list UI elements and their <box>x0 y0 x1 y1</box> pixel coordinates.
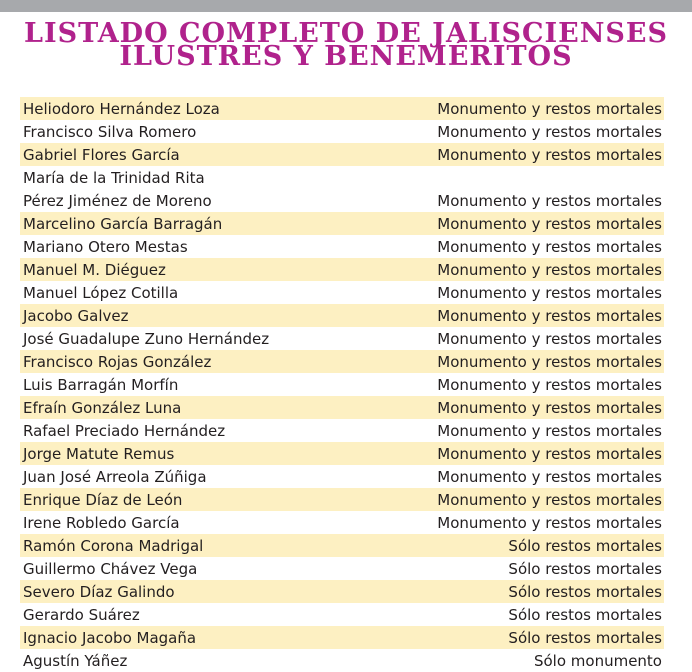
person-name: Guillermo Chávez Vega <box>23 559 198 578</box>
honor-status: Sólo restos mortales <box>508 605 662 624</box>
list-item <box>20 580 664 603</box>
person-name: Francisco Silva Romero <box>23 122 197 141</box>
list-item <box>20 143 664 166</box>
person-name: Ramón Corona Madrigal <box>23 536 204 555</box>
person-name: Luis Barragán Morfín <box>23 375 179 394</box>
list-item <box>20 603 664 626</box>
person-name: María de la Trinidad Rita <box>23 168 205 187</box>
honor-status: Sólo restos mortales <box>508 628 662 647</box>
title-line-1: LISTADO COMPLETO DE JALISCIENSES <box>24 18 668 49</box>
person-name: Ignacio Jacobo Magaña <box>23 628 197 647</box>
person-name: Mariano Otero Mestas <box>23 237 188 256</box>
honor-status: Sólo restos mortales <box>508 559 662 578</box>
list-item <box>20 350 664 373</box>
list-item <box>20 327 664 350</box>
honor-status: Monumento y restos mortales <box>437 467 662 486</box>
top-band <box>0 0 692 12</box>
list-item <box>20 465 664 488</box>
person-name: Irene Robledo García <box>23 513 180 532</box>
person-name: Jorge Matute Remus <box>23 444 175 463</box>
list-item <box>20 396 664 419</box>
honor-status: Monumento y restos mortales <box>437 306 662 325</box>
list-item <box>20 258 664 281</box>
list-item <box>20 373 664 396</box>
list-item <box>20 626 664 649</box>
person-name: Manuel López Cotilla <box>23 283 179 302</box>
honor-status: Monumento y restos mortales <box>437 214 662 233</box>
honor-status: Monumento y restos mortales <box>437 237 662 256</box>
person-name: Gabriel Flores García <box>23 145 180 164</box>
person-name: Rafael Preciado Hernández <box>23 421 226 440</box>
list-item <box>20 97 664 120</box>
honor-status: Monumento y restos mortales <box>437 375 662 394</box>
list-item <box>20 281 664 304</box>
person-name: Marcelino García Barragán <box>23 214 223 233</box>
person-name: Agustín Yáñez <box>23 651 128 670</box>
list-item <box>20 649 664 672</box>
title-line-2: ILUSTRES Y BENEMÉRITOS <box>119 41 573 72</box>
honor-status: Monumento y restos mortales <box>437 145 662 164</box>
list-item <box>20 488 664 511</box>
honor-status: Monumento y restos mortales <box>437 99 662 118</box>
person-name: Gerardo Suárez <box>23 605 140 624</box>
honor-status: Monumento y restos mortales <box>437 352 662 371</box>
honor-status: Monumento y restos mortales <box>437 490 662 509</box>
person-name: Juan José Arreola Zúñiga <box>23 467 207 486</box>
honor-status: Monumento y restos mortales <box>437 398 662 417</box>
person-name: Jacobo Galvez <box>23 306 129 325</box>
list-item <box>20 511 664 534</box>
honor-status: Monumento y restos mortales <box>437 283 662 302</box>
list-item <box>20 534 664 557</box>
honor-status: Monumento y restos mortales <box>437 260 662 279</box>
page-title <box>0 18 692 72</box>
person-name: Enrique Díaz de León <box>23 490 183 509</box>
jaliscienses-list <box>20 97 664 672</box>
person-name: Efraín González Luna <box>23 398 182 417</box>
list-item <box>20 212 664 235</box>
list-item <box>20 442 664 465</box>
honor-status: Monumento y restos mortales <box>437 421 662 440</box>
honor-status: Sólo restos mortales <box>508 536 662 555</box>
person-name: José Guadalupe Zuno Hernández <box>23 329 270 348</box>
person-name: Pérez Jiménez de Moreno <box>23 191 212 210</box>
list-item <box>20 166 664 189</box>
honor-status: Monumento y restos mortales <box>437 329 662 348</box>
honor-status: Sólo monumento <box>533 651 662 670</box>
person-name: Severo Díaz Galindo <box>23 582 175 601</box>
honor-status: Monumento y restos mortales <box>437 444 662 463</box>
person-name: Manuel M. Diéguez <box>23 260 166 279</box>
person-name: Francisco Rojas González <box>23 352 212 371</box>
honor-status: Monumento y restos mortales <box>437 122 662 141</box>
person-name: Heliodoro Hernández Loza <box>23 99 220 118</box>
honor-status: Sólo restos mortales <box>508 582 662 601</box>
list-item <box>20 304 664 327</box>
honor-status: Monumento y restos mortales <box>437 191 662 210</box>
list-item <box>20 557 664 580</box>
list-item <box>20 120 664 143</box>
list-item <box>20 419 664 442</box>
list-item <box>20 235 664 258</box>
list-item <box>20 189 664 212</box>
honor-status: Monumento y restos mortales <box>437 513 662 532</box>
